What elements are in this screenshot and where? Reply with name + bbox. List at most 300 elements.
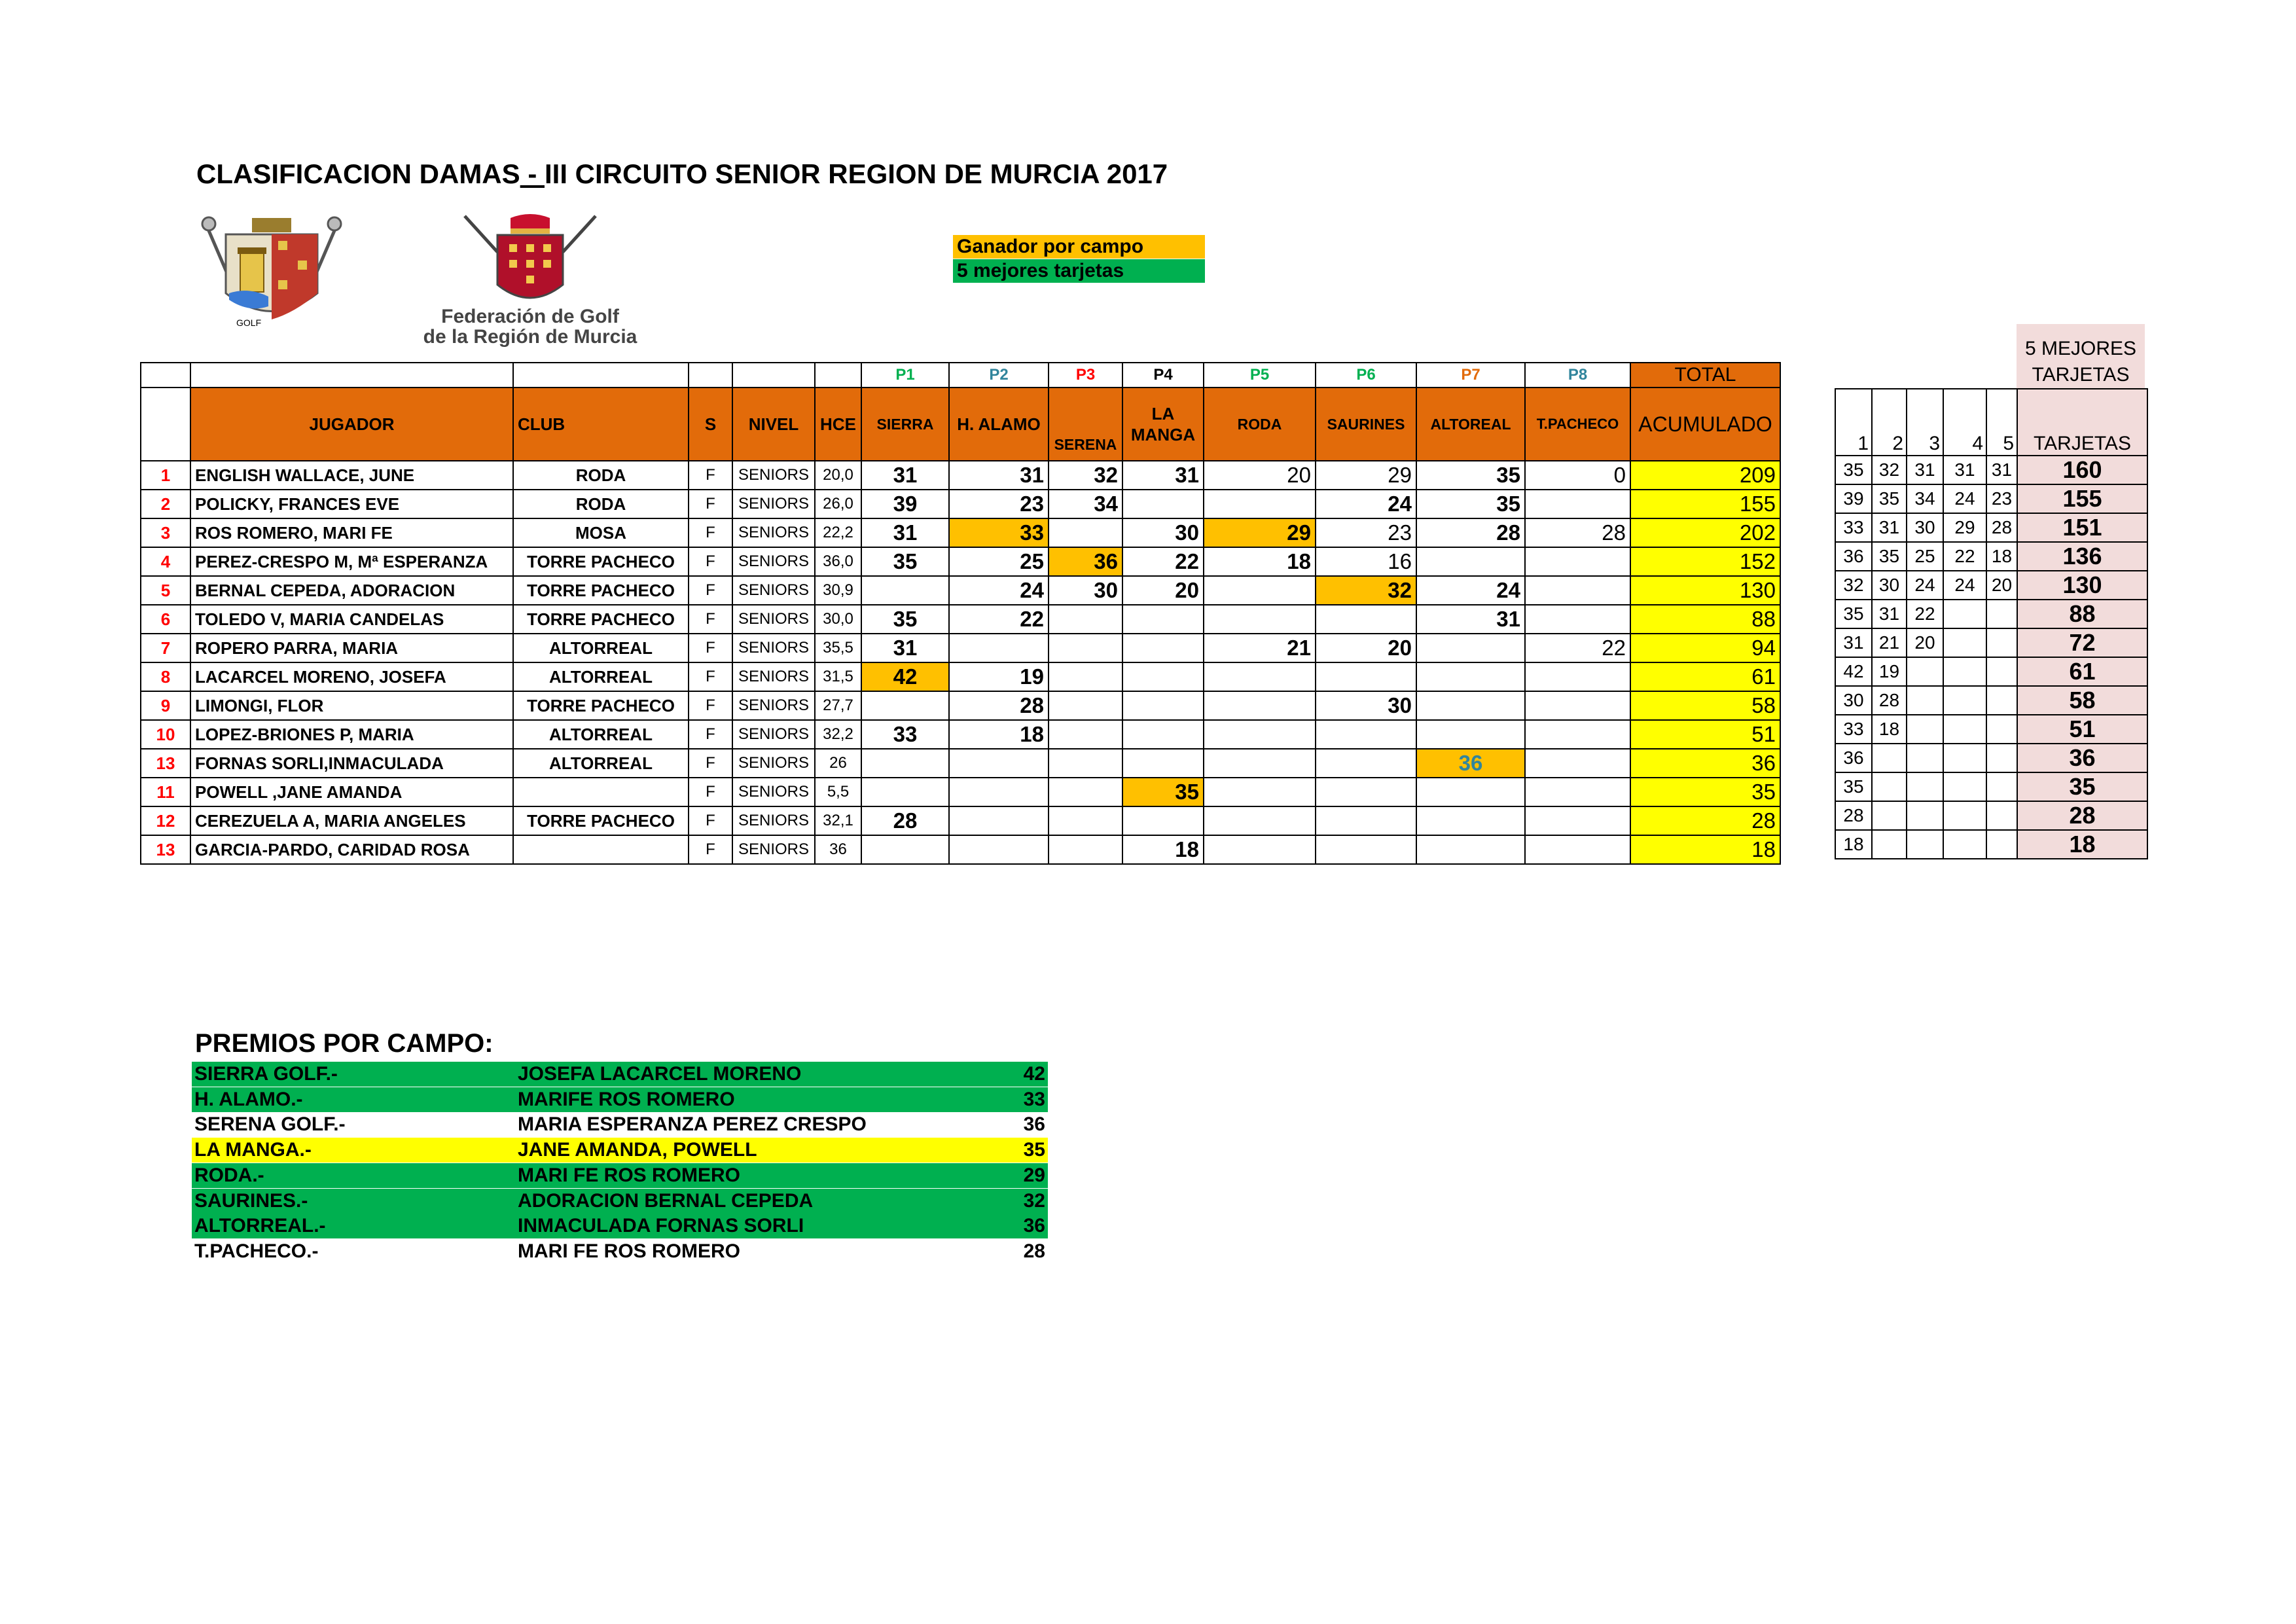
score-cell-p1: 39 [861,490,949,518]
best5-row [1835,513,2147,542]
best5-total-cell: 136 [2017,542,2147,571]
score-cell-p2: 33 [949,518,1049,547]
period-label: P3 [1049,363,1122,388]
position-cell: 13 [141,749,190,778]
score-cell-p8 [1525,576,1630,605]
score-cell-p7: 28 [1416,518,1525,547]
player-name-cell: ROPERO PARRA, MARIA [190,634,513,662]
score-cell-p4: 22 [1122,547,1204,576]
position-cell: 12 [141,806,190,835]
score-cell-p7: 36 [1416,749,1525,778]
prize-course: SIERRA GOLF.- [194,1063,338,1085]
best5-card-3: 30 [1907,513,1943,542]
score-cell-p1: 33 [861,720,949,749]
score-cell-p3 [1049,518,1122,547]
score-cell-p6: 20 [1316,634,1416,662]
level-cell: SENIORS [732,835,815,864]
col-course-saurines: SAURINES [1316,388,1416,461]
best5-row [1835,830,2147,859]
best5-card-4: 24 [1943,571,1986,600]
score-cell-p6 [1316,720,1416,749]
club-logo [200,215,344,329]
best5-col-4: 4 [1943,389,1986,456]
best5-card-5 [1986,772,2017,801]
score-cell-p1 [861,778,949,806]
best5-row [1835,744,2147,772]
best5-card-2 [1872,830,1907,859]
prize-course: RODA.- [194,1164,264,1186]
best5-table [1835,388,2148,859]
score-cell-p8: 22 [1525,634,1630,662]
prize-row [192,1112,1048,1137]
best5-card-1: 33 [1835,513,1872,542]
score-cell-p4: 20 [1122,576,1204,605]
table-row [141,547,1780,576]
best5-card-5 [1986,715,2017,744]
handicap-cell: 32,1 [815,806,861,835]
score-cell-p6 [1316,605,1416,634]
level-cell: SENIORS [732,547,815,576]
handicap-cell: 27,7 [815,691,861,720]
table-row [141,576,1780,605]
score-cell-p2: 18 [949,720,1049,749]
score-cell-p5: 18 [1204,547,1316,576]
best5-card-2: 28 [1872,686,1907,715]
score-cell-p6 [1316,806,1416,835]
score-cell-p7 [1416,634,1525,662]
prize-row [192,1189,1048,1214]
prize-score: 32 [1023,1189,1045,1212]
club-cell: MOSA [513,518,689,547]
best5-card-5: 18 [1986,542,2017,571]
best5-card-2: 31 [1872,600,1907,628]
score-cell-p6: 24 [1316,490,1416,518]
score-cell-p5 [1204,490,1316,518]
best5-row [1835,772,2147,801]
period-label: P2 [949,363,1049,388]
best5-card-1: 36 [1835,744,1872,772]
prize-course: ALTORREAL.- [194,1215,326,1237]
best5-total-cell: 160 [2017,456,2147,484]
score-cell-p8: 0 [1525,461,1630,490]
best5-card-2: 31 [1872,513,1907,542]
score-cell-p6: 30 [1316,691,1416,720]
prize-winner: JANE AMANDA, POWELL [518,1139,757,1161]
best5-card-1: 30 [1835,686,1872,715]
position-cell: 2 [141,490,190,518]
best5-row [1835,657,2147,686]
score-cell-p5 [1204,691,1316,720]
best5-header [2017,324,2145,388]
score-cell-p4 [1122,634,1204,662]
prize-row [192,1163,1048,1188]
score-cell-p5 [1204,778,1316,806]
handicap-cell: 5,5 [815,778,861,806]
best5-card-3 [1907,801,1943,830]
sex-cell: F [689,778,732,806]
best5-card-3: 24 [1907,571,1943,600]
best5-card-1: 42 [1835,657,1872,686]
club-cell: TORRE PACHECO [513,806,689,835]
score-cell-p3: 36 [1049,547,1122,576]
score-cell-p3 [1049,691,1122,720]
best5-col-5: 5 [1986,389,2017,456]
handicap-cell: 30,9 [815,576,861,605]
total-header: TOTAL [1630,363,1780,388]
level-cell: SENIORS [732,576,815,605]
score-cell-p2: 23 [949,490,1049,518]
position-cell: 13 [141,835,190,864]
prize-row [192,1239,1048,1264]
best5-card-4 [1943,772,1986,801]
score-cell-p1: 35 [861,605,949,634]
score-cell-p7: 35 [1416,490,1525,518]
level-cell: SENIORS [732,778,815,806]
best5-card-3: 31 [1907,456,1943,484]
best5-card-3 [1907,830,1943,859]
best5-card-5: 23 [1986,484,2017,513]
sex-cell: F [689,605,732,634]
best5-card-4 [1943,686,1986,715]
score-cell-p8 [1525,605,1630,634]
level-cell: SENIORS [732,749,815,778]
score-cell-p3: 34 [1049,490,1122,518]
best5-row [1835,456,2147,484]
best5-total-cell: 28 [2017,801,2147,830]
best5-card-4 [1943,830,1986,859]
header-row-columns [141,388,1780,461]
score-cell-p5 [1204,662,1316,691]
level-cell: SENIORS [732,490,815,518]
period-label: P1 [861,363,949,388]
best5-card-2: 32 [1872,456,1907,484]
col-hce: HCE [815,388,861,461]
score-cell-p6 [1316,662,1416,691]
prize-course: LA MANGA.- [194,1139,312,1161]
score-cell-p5 [1204,835,1316,864]
handicap-cell: 35,5 [815,634,861,662]
prize-winner: MARIA ESPERANZA PEREZ CRESPO [518,1113,867,1136]
best5-card-3 [1907,686,1943,715]
score-cell-p5 [1204,806,1316,835]
score-cell-p4 [1122,662,1204,691]
player-name-cell: ENGLISH WALLACE, JUNE [190,461,513,490]
score-cell-p5 [1204,576,1316,605]
sex-cell: F [689,547,732,576]
score-cell-p5 [1204,720,1316,749]
handicap-cell: 31,5 [815,662,861,691]
col-course-h-alamo: H. ALAMO [949,388,1049,461]
score-cell-p6 [1316,749,1416,778]
best5-card-4: 22 [1943,542,1986,571]
best5-card-2: 30 [1872,571,1907,600]
club-cell: TORRE PACHECO [513,691,689,720]
score-cell-p2 [949,634,1049,662]
position-cell: 3 [141,518,190,547]
score-cell-p2: 19 [949,662,1049,691]
best5-col-1: 1 [1835,389,1872,456]
score-cell-p7 [1416,806,1525,835]
best5-card-5: 20 [1986,571,2017,600]
player-name-cell: PEREZ-CRESPO M, Mª ESPERANZA [190,547,513,576]
score-cell-p4 [1122,490,1204,518]
sex-cell: F [689,518,732,547]
best5-title-line2: TARJETAS [2032,364,2130,386]
prizes-title: PREMIOS POR CAMPO: [195,1029,493,1058]
score-cell-p4 [1122,806,1204,835]
best5-card-3: 34 [1907,484,1943,513]
score-cell-p7 [1416,691,1525,720]
best5-total-cell: 51 [2017,715,2147,744]
prize-score: 36 [1023,1113,1045,1136]
score-cell-p5 [1204,749,1316,778]
table-row [141,720,1780,749]
best5-total-cell: 35 [2017,772,2147,801]
best5-card-1: 33 [1835,715,1872,744]
col-course-la-manga: LA MANGA [1122,388,1204,461]
player-name-cell: BERNAL CEPEDA, ADORACION [190,576,513,605]
sex-cell: F [689,461,732,490]
best5-card-5 [1986,830,2017,859]
best5-card-2: 35 [1872,542,1907,571]
best5-card-1: 32 [1835,571,1872,600]
score-cell-p4: 35 [1122,778,1204,806]
best5-card-1: 39 [1835,484,1872,513]
table-row [141,490,1780,518]
prize-course: H. ALAMO.- [194,1088,303,1110]
table-row [141,634,1780,662]
sex-cell: F [689,662,732,691]
legend-best5: 5 mejores tarjetas [953,259,1205,283]
score-cell-p1 [861,749,949,778]
total-cell: 209 [1630,461,1780,490]
club-cell: RODA [513,490,689,518]
score-cell-p2: 25 [949,547,1049,576]
prize-score: 33 [1023,1088,1045,1110]
best5-card-4 [1943,657,1986,686]
score-cell-p5: 29 [1204,518,1316,547]
table-row [141,518,1780,547]
level-cell: SENIORS [732,806,815,835]
club-cell: TORRE PACHECO [513,547,689,576]
club-cell [513,835,689,864]
level-cell: SENIORS [732,518,815,547]
period-label: P7 [1416,363,1525,388]
best5-card-1: 18 [1835,830,1872,859]
position-cell: 10 [141,720,190,749]
score-cell-p8 [1525,662,1630,691]
best5-title-line1: 5 MEJORES [2024,338,2137,359]
level-cell: SENIORS [732,720,815,749]
table-row [141,806,1780,835]
prize-row [192,1214,1048,1238]
prize-winner: INMACULADA FORNAS SORLI [518,1215,804,1237]
total-cell: 202 [1630,518,1780,547]
total-cell: 58 [1630,691,1780,720]
prize-row [192,1062,1048,1087]
sex-cell: F [689,691,732,720]
period-label: P4 [1122,363,1204,388]
best5-total-cell: 72 [2017,628,2147,657]
best5-col-tarjetas: TARJETAS [2017,389,2147,456]
score-cell-p7 [1416,720,1525,749]
score-cell-p3 [1049,778,1122,806]
sex-cell: F [689,835,732,864]
best5-row [1835,715,2147,744]
best5-card-4 [1943,600,1986,628]
score-cell-p4 [1122,691,1204,720]
score-cell-p4 [1122,749,1204,778]
level-cell: SENIORS [732,634,815,662]
score-cell-p8 [1525,806,1630,835]
best5-card-3: 25 [1907,542,1943,571]
handicap-cell: 32,2 [815,720,861,749]
sex-cell: F [689,576,732,605]
score-cell-p8: 28 [1525,518,1630,547]
title-part1: CLASIFICACION DAMAS [196,158,520,189]
total-cell: 36 [1630,749,1780,778]
best5-card-5 [1986,801,2017,830]
score-cell-p4: 30 [1122,518,1204,547]
best5-row [1835,628,2147,657]
handicap-cell: 36 [815,835,861,864]
col-course-sierra: SIERRA [861,388,949,461]
best5-card-1: 31 [1835,628,1872,657]
table-row [141,662,1780,691]
best5-card-4 [1943,744,1986,772]
best5-card-5: 28 [1986,513,2017,542]
best5-card-4 [1943,628,1986,657]
best5-card-4 [1943,801,1986,830]
score-cell-p6: 29 [1316,461,1416,490]
best5-row [1835,801,2147,830]
score-cell-p8 [1525,547,1630,576]
total-cell: 35 [1630,778,1780,806]
score-cell-p1 [861,576,949,605]
prize-course: SAURINES.- [194,1189,308,1212]
best5-card-2: 18 [1872,715,1907,744]
club-cell: ALTORREAL [513,662,689,691]
table-row [141,691,1780,720]
legend-winner: Ganador por campo [953,235,1205,259]
table-row [141,605,1780,634]
score-cell-p3 [1049,835,1122,864]
best5-card-3 [1907,744,1943,772]
club-cell: ALTORREAL [513,749,689,778]
best5-card-2: 19 [1872,657,1907,686]
score-cell-p5: 20 [1204,461,1316,490]
table-row [141,461,1780,490]
total-cell: 88 [1630,605,1780,634]
handicap-cell: 22,2 [815,518,861,547]
score-cell-p4: 18 [1122,835,1204,864]
best5-card-2 [1872,744,1907,772]
best5-card-1: 35 [1835,456,1872,484]
club-cell: ALTORREAL [513,634,689,662]
prize-score: 35 [1023,1139,1045,1161]
prize-row [192,1138,1048,1163]
results-table [140,362,1781,865]
best5-card-3: 22 [1907,600,1943,628]
player-name-cell: POLICKY, FRANCES EVE [190,490,513,518]
position-cell: 7 [141,634,190,662]
position-cell: 4 [141,547,190,576]
score-cell-p3 [1049,634,1122,662]
period-label: P8 [1525,363,1630,388]
best5-card-1: 28 [1835,801,1872,830]
score-cell-p2 [949,778,1049,806]
best5-row [1835,571,2147,600]
score-cell-p1 [861,691,949,720]
col-s: S [689,388,732,461]
page-title [196,158,1168,190]
results-body [141,461,1780,864]
best5-card-1: 35 [1835,600,1872,628]
player-name-cell: LIMONGI, FLOR [190,691,513,720]
sex-cell: F [689,720,732,749]
score-cell-p1: 35 [861,547,949,576]
best5-card-1: 35 [1835,772,1872,801]
best5-total-cell: 61 [2017,657,2147,686]
score-cell-p3 [1049,605,1122,634]
player-name-cell: POWELL ,JANE AMANDA [190,778,513,806]
score-cell-p4 [1122,720,1204,749]
prize-winner: MARI FE ROS ROMERO [518,1164,741,1186]
best5-total-cell: 130 [2017,571,2147,600]
prize-score: 36 [1023,1215,1045,1237]
best5-header-row [1835,389,2147,456]
handicap-cell: 26 [815,749,861,778]
table-row [141,749,1780,778]
col-course-altoreal: ALTOREAL [1416,388,1525,461]
title-dash: - [520,158,545,189]
total-cell: 130 [1630,576,1780,605]
position-cell: 8 [141,662,190,691]
prize-winner: MARIFE ROS ROMERO [518,1088,735,1110]
score-cell-p7: 35 [1416,461,1525,490]
best5-row [1835,600,2147,628]
club-cell: TORRE PACHECO [513,605,689,634]
score-cell-p7 [1416,547,1525,576]
total-cell: 18 [1630,835,1780,864]
score-cell-p2: 31 [949,461,1049,490]
position-cell: 5 [141,576,190,605]
score-cell-p8 [1525,778,1630,806]
best5-card-2 [1872,772,1907,801]
best5-total-cell: 58 [2017,686,2147,715]
best5-card-4: 24 [1943,484,1986,513]
score-cell-p2 [949,835,1049,864]
best5-card-5 [1986,657,2017,686]
score-cell-p2 [949,806,1049,835]
total-cell: 94 [1630,634,1780,662]
score-cell-p8 [1525,835,1630,864]
best5-card-3 [1907,772,1943,801]
player-name-cell: LACARCEL MORENO, JOSEFA [190,662,513,691]
score-cell-p7: 24 [1416,576,1525,605]
score-cell-p7 [1416,835,1525,864]
best5-card-1: 36 [1835,542,1872,571]
position-cell: 1 [141,461,190,490]
score-cell-p1: 31 [861,634,949,662]
score-cell-p1 [861,835,949,864]
best5-total-cell: 151 [2017,513,2147,542]
score-cell-p6 [1316,778,1416,806]
best5-card-5 [1986,686,2017,715]
score-cell-p2: 22 [949,605,1049,634]
score-cell-p3 [1049,806,1122,835]
col-acumulado: ACUMULADO [1630,388,1780,461]
